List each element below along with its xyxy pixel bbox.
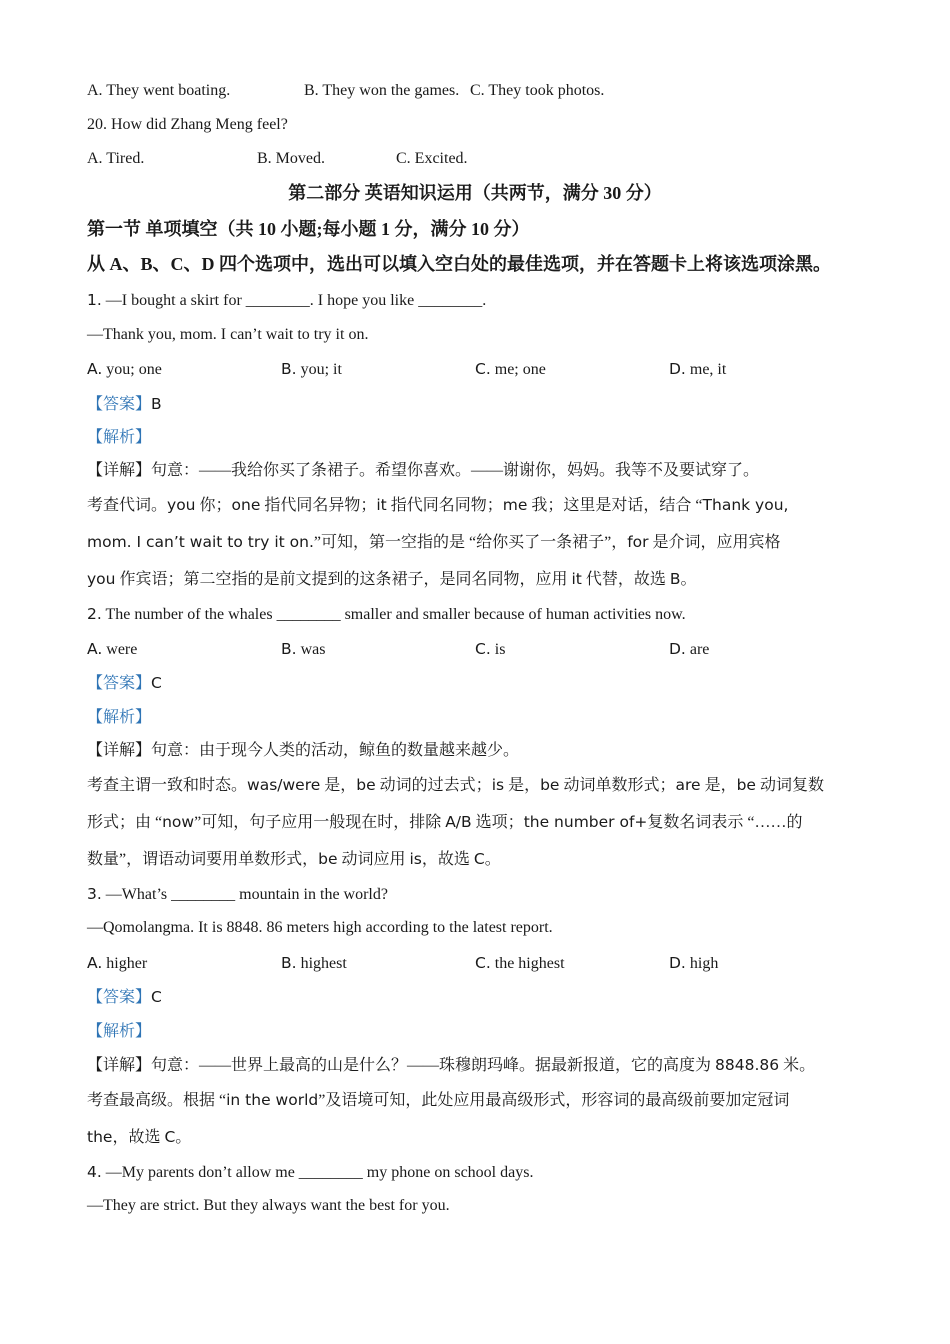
q1-explanation-line2: [87, 532, 781, 553]
detail-tag: 【详解】: [87, 1057, 152, 1074]
q3-option-b[interactable]: B. highest: [281, 954, 347, 972]
text-run: ”可知，第一空指的是 “给你买了一条裙子”，: [313, 534, 628, 551]
q2-analysis-tag: 【解析】: [87, 709, 152, 726]
q2-explanation-line3: [87, 849, 501, 870]
q3-number: 3.: [87, 885, 102, 903]
answer-tag: 【答案】: [87, 396, 152, 413]
q3-explanation-line2: [87, 1127, 191, 1148]
q20-option-c[interactable]: C. Excited.: [396, 150, 468, 167]
q2-option-d[interactable]: D. are: [669, 640, 710, 658]
text-run: 复数名词表示 “……的: [647, 814, 803, 831]
q4-stem2: —They are strict. But they always want the best for you.: [87, 1197, 450, 1214]
q19-option-b[interactable]: B. They won the games.: [304, 82, 460, 99]
text-run: 。: [175, 1129, 192, 1146]
text-run: now: [162, 813, 195, 831]
text-run: ”及语境可知，此处应用最高级形式，形容词的最高级前要加定冠词: [318, 1092, 790, 1109]
q2-stem: [87, 604, 686, 625]
q1-stem: [87, 290, 486, 311]
q2-explanation-line2: [87, 812, 803, 833]
text-run: ，故选: [421, 851, 474, 868]
text-run: 你；: [195, 497, 232, 514]
text-run: 作宾语；第二空指的是前文提到的这条裙子，是同名同物，应用: [115, 571, 572, 588]
q3-answer: [87, 987, 162, 1008]
q3-option-a[interactable]: A. higher: [87, 954, 148, 972]
q1-detail-text: 句意：——我给你买了条裙子。希望你喜欢。——谢谢你，妈妈。我等不及要试穿了。: [151, 462, 760, 479]
q20-option-b[interactable]: B. Moved.: [257, 150, 325, 167]
q1-explanation-line3: [87, 569, 697, 590]
answer-tag: 【答案】: [87, 989, 152, 1006]
q3-option-d[interactable]: D. high: [669, 954, 719, 972]
q1-number: 1.: [87, 291, 102, 309]
text-run: 数量”，谓语动词要用单数形式，: [87, 851, 319, 868]
text-run: me: [502, 496, 528, 514]
q1-stem-text: —I bought a skirt for ________. I hope you like ________.: [101, 292, 487, 309]
text-run: 考查代词。: [87, 497, 168, 514]
text-run: 动词的过去式；: [375, 777, 492, 794]
q1-option-a[interactable]: A. you; one: [87, 360, 162, 378]
text-run: B: [669, 570, 681, 588]
q3-detail-text: [151, 1057, 815, 1074]
q2-detail: [87, 741, 519, 761]
text-run: 8848.86: [715, 1056, 780, 1074]
text-run: be: [356, 776, 376, 794]
q1-detail: [87, 461, 759, 481]
text-run: Thank you,: [702, 496, 789, 514]
text-run: be: [318, 850, 338, 868]
q3-option-c[interactable]: C. the highest: [475, 954, 565, 972]
text-run: 代替，故选: [581, 571, 670, 588]
q3-stem-text: —What’s ________ mountain in the world?: [101, 886, 388, 903]
text-run: the: [87, 1128, 113, 1146]
q4-stem: [87, 1162, 533, 1183]
q2-answer: [87, 673, 162, 694]
text-run: are: [675, 776, 701, 794]
q19-option-c[interactable]: C. They took photos.: [470, 82, 605, 99]
detail-tag: 【详解】: [87, 462, 152, 479]
q2-option-a[interactable]: A. were: [87, 640, 138, 658]
q2-explanation-line1: [87, 775, 824, 796]
text-run: in the world: [226, 1091, 319, 1109]
q2-detail-text: 句意：由于现今人类的活动，鲸鱼的数量越来越少。: [151, 742, 520, 759]
text-run: ，故选: [112, 1129, 165, 1146]
q1-option-c[interactable]: C. me; one: [475, 360, 546, 378]
q19-options: [87, 81, 605, 101]
text-run: 指代同名同物；: [386, 497, 503, 514]
text-run: 考查主谓一致和时态。: [87, 777, 248, 794]
text-run: was/were: [247, 776, 321, 794]
q1-analysis-tag: 【解析】: [87, 429, 152, 446]
q1-option-b[interactable]: B. you; it: [281, 360, 342, 378]
text-run: 考查最高级。根据 “: [87, 1092, 227, 1109]
text-run: 动词单数形式；: [559, 777, 676, 794]
q4-stem-text: —My parents don’t allow me ________ my phone on school days.: [101, 1164, 534, 1181]
text-run: is: [491, 776, 505, 794]
detail-tag: 【详解】: [87, 742, 152, 759]
text-run: 米。: [779, 1057, 816, 1074]
q2-option-c[interactable]: C. is: [475, 640, 506, 658]
text-run: it: [571, 570, 582, 588]
text-run: 是，: [700, 777, 737, 794]
q2-answer-value: C: [151, 674, 162, 692]
q2-stem-text: The number of the whales ________ smaller and smaller because of human activities now.: [101, 606, 686, 623]
q3-stem: [87, 884, 388, 905]
part2-title: 第二部分 英语知识运用（共两节，满分 30 分）: [288, 183, 662, 203]
text-run: 选项；: [471, 814, 524, 831]
section1-title: 第一节 单项填空（共 10 小题;每小题 1 分，满分 10 分）: [87, 219, 530, 239]
text-run: the number of+: [523, 813, 648, 831]
q20-options: [87, 149, 468, 169]
q1-stem2: —Thank you, mom. I can’t wait to try it on.: [87, 326, 369, 343]
instruction: 从 A、B、C、D 四个选项中，选出可以填入空白处的最佳选项，并在答题卡上将该选项涂黑。: [87, 254, 831, 274]
text-run: 是，: [320, 777, 357, 794]
text-run: 。: [484, 851, 501, 868]
text-run: is: [409, 850, 422, 868]
text-run: 是，: [504, 777, 541, 794]
q1-explanation-line1: [87, 495, 788, 516]
answer-tag: 【答案】: [87, 675, 152, 692]
q3-explanation-line1: [87, 1090, 789, 1111]
q1-option-d[interactable]: D. me, it: [669, 360, 727, 378]
text-run: C: [164, 1128, 176, 1146]
text-run: 句意：——世界上最高的山是什么？——珠穆朗玛峰。据最新报道，它的高度为: [151, 1057, 716, 1074]
text-run: one: [231, 496, 261, 514]
text-run: it: [376, 496, 387, 514]
text-run: for: [627, 533, 649, 551]
q1-answer: [87, 394, 162, 415]
q3-stem2: —Qomolangma. It is 8848. 86 meters high according to the latest report.: [87, 919, 553, 936]
text-run: ”可知，句子应用一般现在时，排除: [194, 814, 446, 831]
text-run: 。: [680, 571, 697, 588]
q2-option-b[interactable]: B. was: [281, 640, 326, 658]
q3-detail: [87, 1055, 815, 1076]
text-run: you: [87, 570, 116, 588]
text-run: be: [736, 776, 756, 794]
q4-number: 4.: [87, 1163, 102, 1181]
q3-answer-value: C: [151, 988, 162, 1006]
q19-option-a[interactable]: A. They went boating.: [87, 82, 231, 99]
text-run: be: [540, 776, 560, 794]
text-run: A/B: [445, 813, 472, 831]
text-run: 动词复数: [755, 777, 824, 794]
q20-option-a[interactable]: A. Tired.: [87, 150, 145, 167]
text-run: 动词应用: [337, 851, 410, 868]
q2-number: 2.: [87, 605, 102, 623]
text-run: 指代同名异物；: [260, 497, 377, 514]
text-run: you: [167, 496, 196, 514]
text-run: C: [473, 850, 485, 868]
text-run: mom. I can’t wait to try it on.: [87, 533, 314, 551]
q1-answer-value: B: [151, 395, 162, 413]
q3-analysis-tag: 【解析】: [87, 1023, 152, 1040]
text-run: 形式；由 “: [87, 814, 163, 831]
text-run: 我；这里是对话，结合 “: [527, 497, 703, 514]
q20-stem: 20. How did Zhang Meng feel?: [87, 116, 288, 133]
text-run: 是介词，应用宾格: [648, 534, 781, 551]
